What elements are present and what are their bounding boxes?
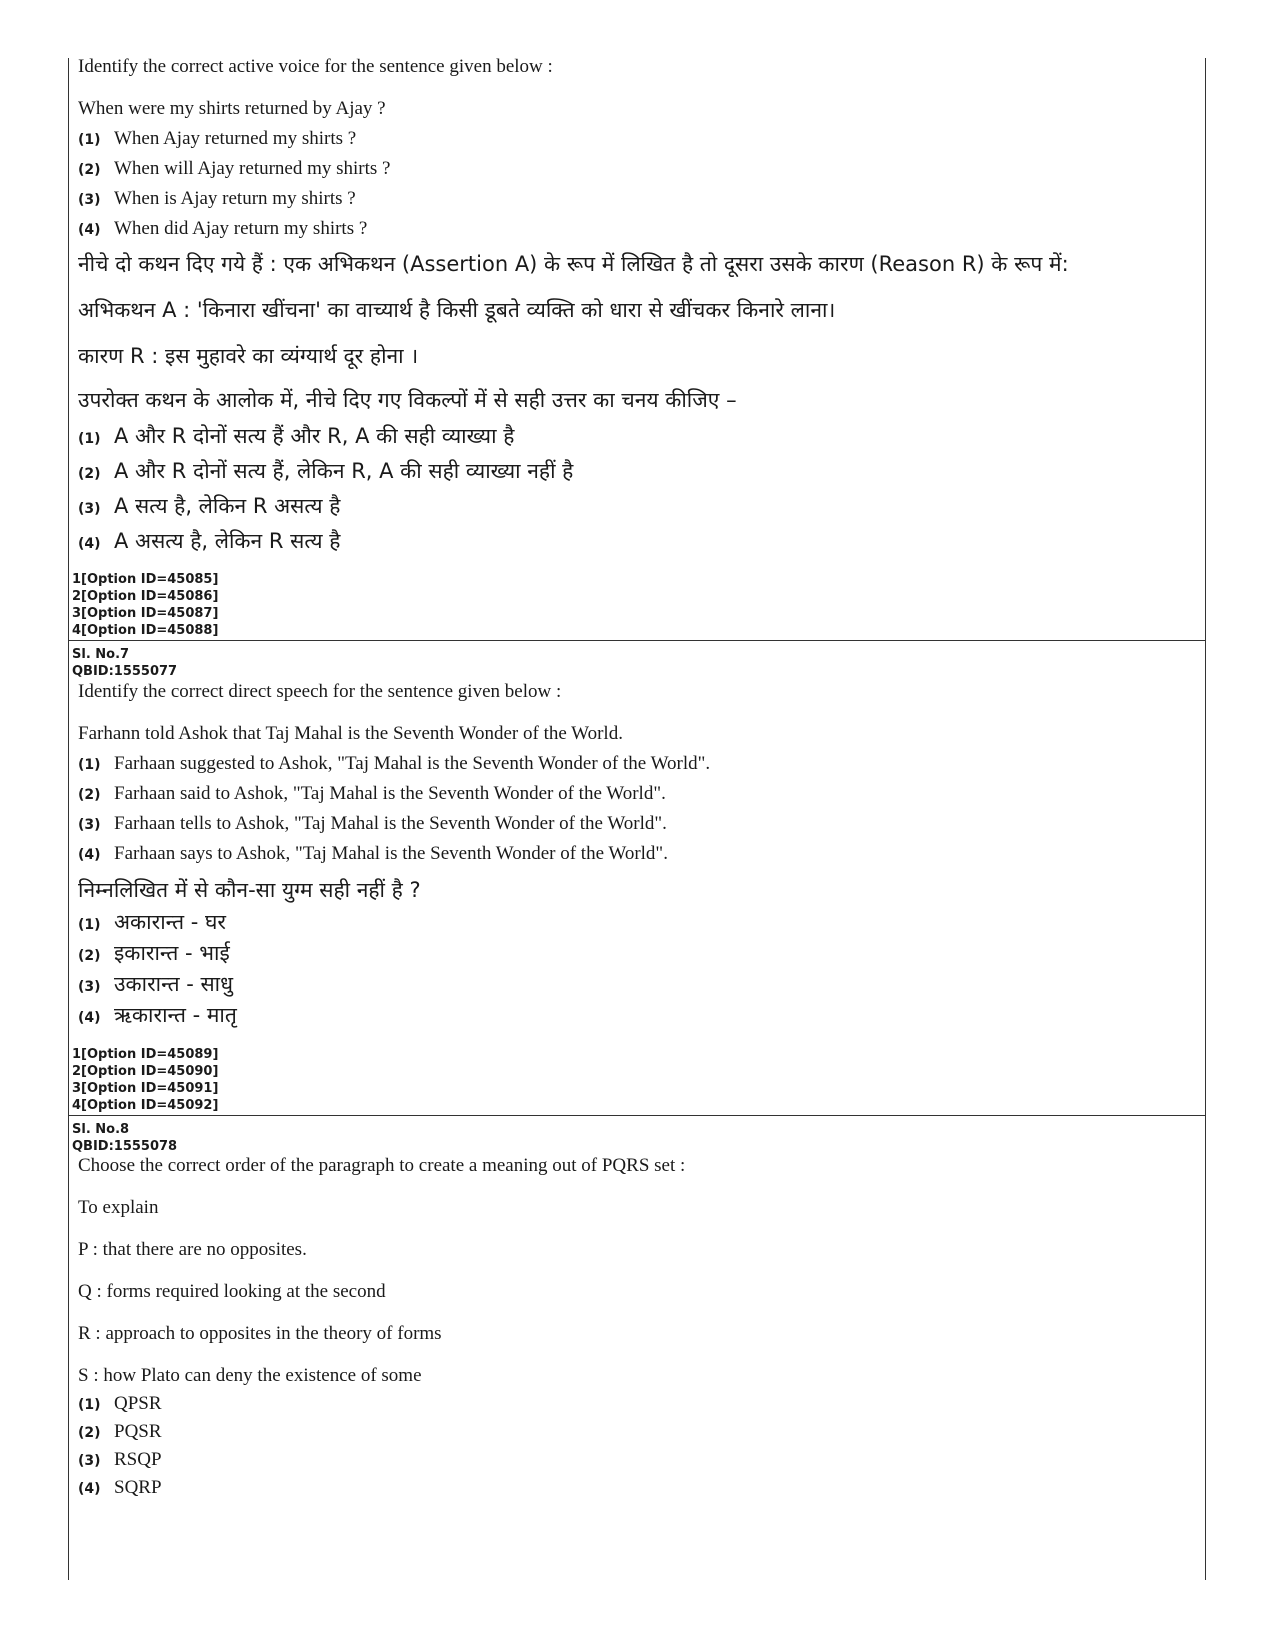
q8-prompt: Choose the correct order of the paragraph to create a meaning out of PQRS set :	[78, 1155, 686, 1176]
q6-prompt: Identify the correct active voice for the sentence given below :	[78, 56, 553, 77]
q8-part-p: P : that there are no opposites.	[78, 1239, 307, 1260]
q7-option-2: (2) Farhaan said to Ashok, "Taj Mahal is the Seventh Wonder of the World".	[78, 783, 666, 804]
q7-prompt: Identify the correct direct speech for the sentence given below :	[78, 681, 562, 702]
q6-option-2: (2) When will Ajay returned my shirts ?	[78, 158, 391, 179]
q7-hindi-option-4: (4) ऋकारान्त - मातृ	[78, 1003, 237, 1027]
q6-hindi-intro: नीचे दो कथन दिए गये हैं : एक अभिकथन (Assertion A) के रूप में लिखित है तो दूसरा उसके कारण (Reason R) के रूप में:	[78, 252, 1069, 276]
q8-lead: To explain	[78, 1197, 159, 1218]
qbid: QBID:1555077	[72, 664, 178, 679]
q8-option-3: (3) RSQP	[78, 1449, 162, 1470]
q6-hindi-instruction: उपरोक्त कथन के आलोक में, नीचे दिए गए विकल्पों में से सही उत्तर का चनय कीजिए –	[78, 388, 737, 412]
option-id: 3[Option ID=45091]	[72, 1081, 219, 1096]
q6-option-4: (4) When did Ajay return my shirts ?	[78, 218, 368, 239]
q8-part-r: R : approach to opposites in the theory of forms	[78, 1323, 442, 1344]
q8-option-1: (1) QPSR	[78, 1393, 162, 1414]
q6-hindi-reason: कारण R : इस मुहावरे का व्यंग्यार्थ दूर होना ।	[78, 344, 419, 368]
q7-hindi-option-3: (3) उकारान्त - साधु	[78, 972, 234, 996]
q8-part-s: S : how Plato can deny the existence of some	[78, 1365, 422, 1386]
q6-option-ids	[72, 571, 218, 639]
option-id: 3[Option ID=45087]	[72, 606, 219, 621]
q8-option-2: (2) PQSR	[78, 1421, 162, 1442]
q6-sentence: When were my shirts returned by Ajay ?	[78, 98, 386, 119]
q7-sentence: Farhann told Ashok that Taj Mahal is the Seventh Wonder of the World.	[78, 723, 623, 744]
q8-option-4: (4) SQRP	[78, 1477, 162, 1498]
q7-hindi-option-1: (1) अकारान्त - घर	[78, 910, 227, 934]
q6-hindi-option-4: (4) A असत्य है, लेकिन R सत्य है	[78, 529, 341, 553]
option-id: 4[Option ID=45092]	[72, 1098, 219, 1113]
q6-hindi-assertion: अभिकथन A : 'किनारा खींचना' का वाच्यार्थ है किसी डूबते व्यक्ति को धारा से खींचकर किनारे लाना।	[78, 298, 836, 322]
q6-option-1: (1) When Ajay returned my shirts ?	[78, 128, 357, 149]
q6-hindi-option-2: (2) A और R दोनों सत्य हैं, लेकिन R, A की सही व्याख्या नहीं है	[78, 459, 574, 483]
q7-hindi-option-2: (2) इकारान्त - भाई	[78, 941, 230, 965]
sl-no: Sl. No.7	[72, 647, 130, 662]
q7-header	[72, 646, 177, 680]
divider	[68, 640, 1206, 641]
q7-option-ids	[72, 1046, 218, 1114]
option-id: 1[Option ID=45089]	[72, 1047, 219, 1062]
q8-header	[72, 1121, 177, 1155]
option-id: 2[Option ID=45086]	[72, 589, 219, 604]
q7-option-1: (1) Farhaan suggested to Ashok, "Taj Mahal is the Seventh Wonder of the World".	[78, 753, 711, 774]
q8-part-q: Q : forms required looking at the second	[78, 1281, 386, 1302]
q7-option-4: (4) Farhaan says to Ashok, "Taj Mahal is the Seventh Wonder of the World".	[78, 843, 668, 864]
q6-hindi-option-1: (1) A और R दोनों सत्य हैं और R, A की सही व्याख्या है	[78, 424, 515, 448]
q6-option-3: (3) When is Ajay return my shirts ?	[78, 188, 356, 209]
sl-no: Sl. No.8	[72, 1122, 130, 1137]
divider	[68, 1115, 1206, 1116]
option-id: 2[Option ID=45090]	[72, 1064, 219, 1079]
q6-hindi-option-3: (3) A सत्य है, लेकिन R असत्य है	[78, 494, 341, 518]
q7-option-3: (3) Farhaan tells to Ashok, "Taj Mahal is the Seventh Wonder of the World".	[78, 813, 667, 834]
option-id: 4[Option ID=45088]	[72, 623, 219, 638]
option-id: 1[Option ID=45085]	[72, 572, 219, 587]
qbid: QBID:1555078	[72, 1139, 178, 1154]
q7-hindi-prompt: निम्नलिखित में से कौन-सा युग्म सही नहीं है ?	[78, 878, 421, 902]
